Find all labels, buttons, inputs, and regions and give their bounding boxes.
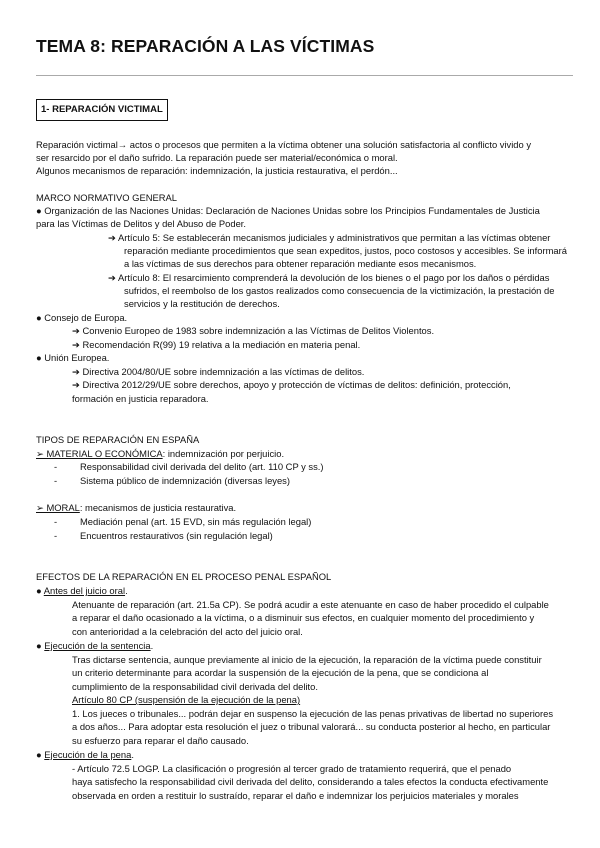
antes-juicio: ● Antes del juicio oral. xyxy=(36,585,128,596)
ejecucion-sentencia: ● Ejecución de la sentencia. xyxy=(36,640,154,651)
moral-item-text: Mediación penal (art. 15 EVD, sin más regulación legal) xyxy=(80,516,312,527)
pena-line: - Artículo 72.5 LOGP. La clasificación o progresión al tercer grado de tratamiento requerirá, que el penado xyxy=(72,763,512,774)
title-divider xyxy=(36,75,573,76)
moral-text: : mecanismos de justicia restaurativa. xyxy=(79,502,237,513)
marco-heading: MARCO NORMATIVO GENERAL xyxy=(36,192,177,203)
article-5-line: a las víctimas de sus derechos para obtener reparación mediante esos mecanismos. xyxy=(124,258,477,269)
dash: - xyxy=(54,475,58,486)
intro-line: Reparación victimal→ actos o procesos que permiten a la víctima obtener una solución satisfactoria al conflicto vivido y xyxy=(36,139,532,150)
ejecucion-line: cumplimiento de la responsabilidad civil derivada del delito. xyxy=(72,681,318,692)
article-80-line: su esfuerzo para reparar el daño causado. xyxy=(72,735,249,746)
ue-item: ➔ Directiva 2012/29/UE sobre derechos, apoyo y protección de víctimas de delitos: definición, protección, xyxy=(72,379,511,390)
bullet: ● xyxy=(36,585,42,596)
ue-item: formación en justicia reparadora. xyxy=(72,393,209,404)
bullet: ● xyxy=(36,640,42,651)
ue-item: ➔ Directiva 2004/80/UE sobre indemnización a las víctimas de delitos. xyxy=(72,366,365,377)
article-80-line: 1. Los jueces o tribunales... podrán dejar en suspenso la ejecución de las penas privativas de libertad no superiores xyxy=(72,708,554,719)
material-item-text: Sistema público de indemnización (diversas leyes) xyxy=(80,475,290,486)
dash: - xyxy=(54,461,58,472)
moral-item-text: Encuentros restaurativos (sin regulación legal) xyxy=(80,530,273,541)
consejo-europa: ● Consejo de Europa. xyxy=(36,312,128,323)
material-item-text: Responsabilidad civil derivada del delito (art. 110 CP y ss.) xyxy=(80,461,324,472)
consejo-item: ➔ Recomendación R(99) 19 relativa a la mediación en materia penal. xyxy=(72,339,361,350)
antes-label: Antes del juicio oral xyxy=(43,585,126,596)
article-80-heading: Artículo 80 CP (suspensión de la ejecución de la pena) xyxy=(72,694,301,705)
section-heading-box: 1- REPARACIÓN VICTIMAL xyxy=(36,99,168,121)
tipos-heading: TIPOS DE REPARACIÓN EN ESPAÑA xyxy=(36,434,200,445)
pena-line: observada en orden a restituir lo sustraído, reparar el daño e indemnizar los perjuicios materiales y morales xyxy=(72,790,519,801)
article-80-line: a dos años... Para adoptar esta resolución el juez o tribunal valorará... su conducta posterior al hecho, en particular xyxy=(72,721,551,732)
intro-line: Algunos mecanismos de reparación: indemnización, la justicia restaurativa, el perdón... xyxy=(36,165,398,176)
article-8-line: ➔ Artículo 8: El resarcimiento comprenderá la devolución de los bienes o el pago por los daños o pérdidas xyxy=(108,272,550,283)
article-5-line: ➔ Artículo 5: Se establecerán mecanismos judiciales y administrativos que permitan a las víctimas obtener xyxy=(108,232,551,243)
onu-line: ● Organización de las Naciones Unidas: Declaración de Naciones Unidas sobre los Principios Fundamentales de Justicia xyxy=(36,205,540,216)
article-8-line: servicios y la restitución de derechos. xyxy=(124,298,280,309)
material-line xyxy=(36,448,284,459)
pena-line: haya satisfecho la responsabilidad civil derivada del delito, considerando a tales efectos la conducta efectivamente xyxy=(72,776,549,787)
dash: - xyxy=(54,516,58,527)
article-8-line: sufridos, el reembolso de los gastos realizados como consecuencia de la victimización, la prestación de xyxy=(124,285,555,296)
ejecucion-line: un criterio determinante para acordar la suspensión de la ejecución de la pena, que se condiciona al xyxy=(72,667,489,678)
material-text: : indemnización por perjuicio. xyxy=(162,448,285,459)
ejecucion-label: Ejecución de la sentencia xyxy=(44,640,151,651)
efectos-heading: EFECTOS DE LA REPARACIÓN EN EL PROCESO PENAL ESPAÑOL xyxy=(36,571,332,582)
intro-line: ser resarcido por el daño sufrido. La reparación puede ser material/económica o moral. xyxy=(36,152,398,163)
antes-line: Atenuante de reparación (art. 21.5a CP). Se podrá acudir a este atenuante en caso de haber procedido el culpable xyxy=(72,599,549,610)
onu-line: para las Víctimas de Delitos y del Abuso de Poder. xyxy=(36,218,247,229)
page-title: TEMA 8: REPARACIÓN A LAS VÍCTIMAS xyxy=(36,36,375,56)
moral-item xyxy=(54,530,273,541)
consejo-item: ➔ Convenio Europeo de 1983 sobre indemnización a las Víctimas de Delitos Violentos. xyxy=(72,325,435,336)
ejecucion-line: Tras dictarse sentencia, aunque previamente al inicio de la ejecución, la reparación de la víctima puede constituir xyxy=(72,654,542,665)
moral-item xyxy=(54,516,311,527)
article-5-line: reparación mediante procedimientos que sean expeditos, justos, poco costosos y accesibles. Se informará xyxy=(124,245,567,256)
bullet: ● xyxy=(36,749,42,760)
antes-line: con anterioridad a la celebración del acto del juicio oral. xyxy=(72,626,303,637)
dash: - xyxy=(54,530,58,541)
union-europea: ● Unión Europea. xyxy=(36,352,110,363)
material-item xyxy=(54,475,290,486)
moral-line xyxy=(36,502,236,513)
moral-label: ➢ MORAL xyxy=(36,502,80,513)
ejecucion-pena: ● Ejecución de la pena. xyxy=(36,749,134,760)
material-item xyxy=(54,461,324,472)
pena-label: Ejecución de la pena xyxy=(44,749,132,760)
antes-line: a reparar el daño ocasionado a la víctima, o a disminuir sus efectos, en cualquier momento del procedimiento y xyxy=(72,612,535,623)
material-label: ➢ MATERIAL O ECONÓMICA xyxy=(36,448,163,459)
